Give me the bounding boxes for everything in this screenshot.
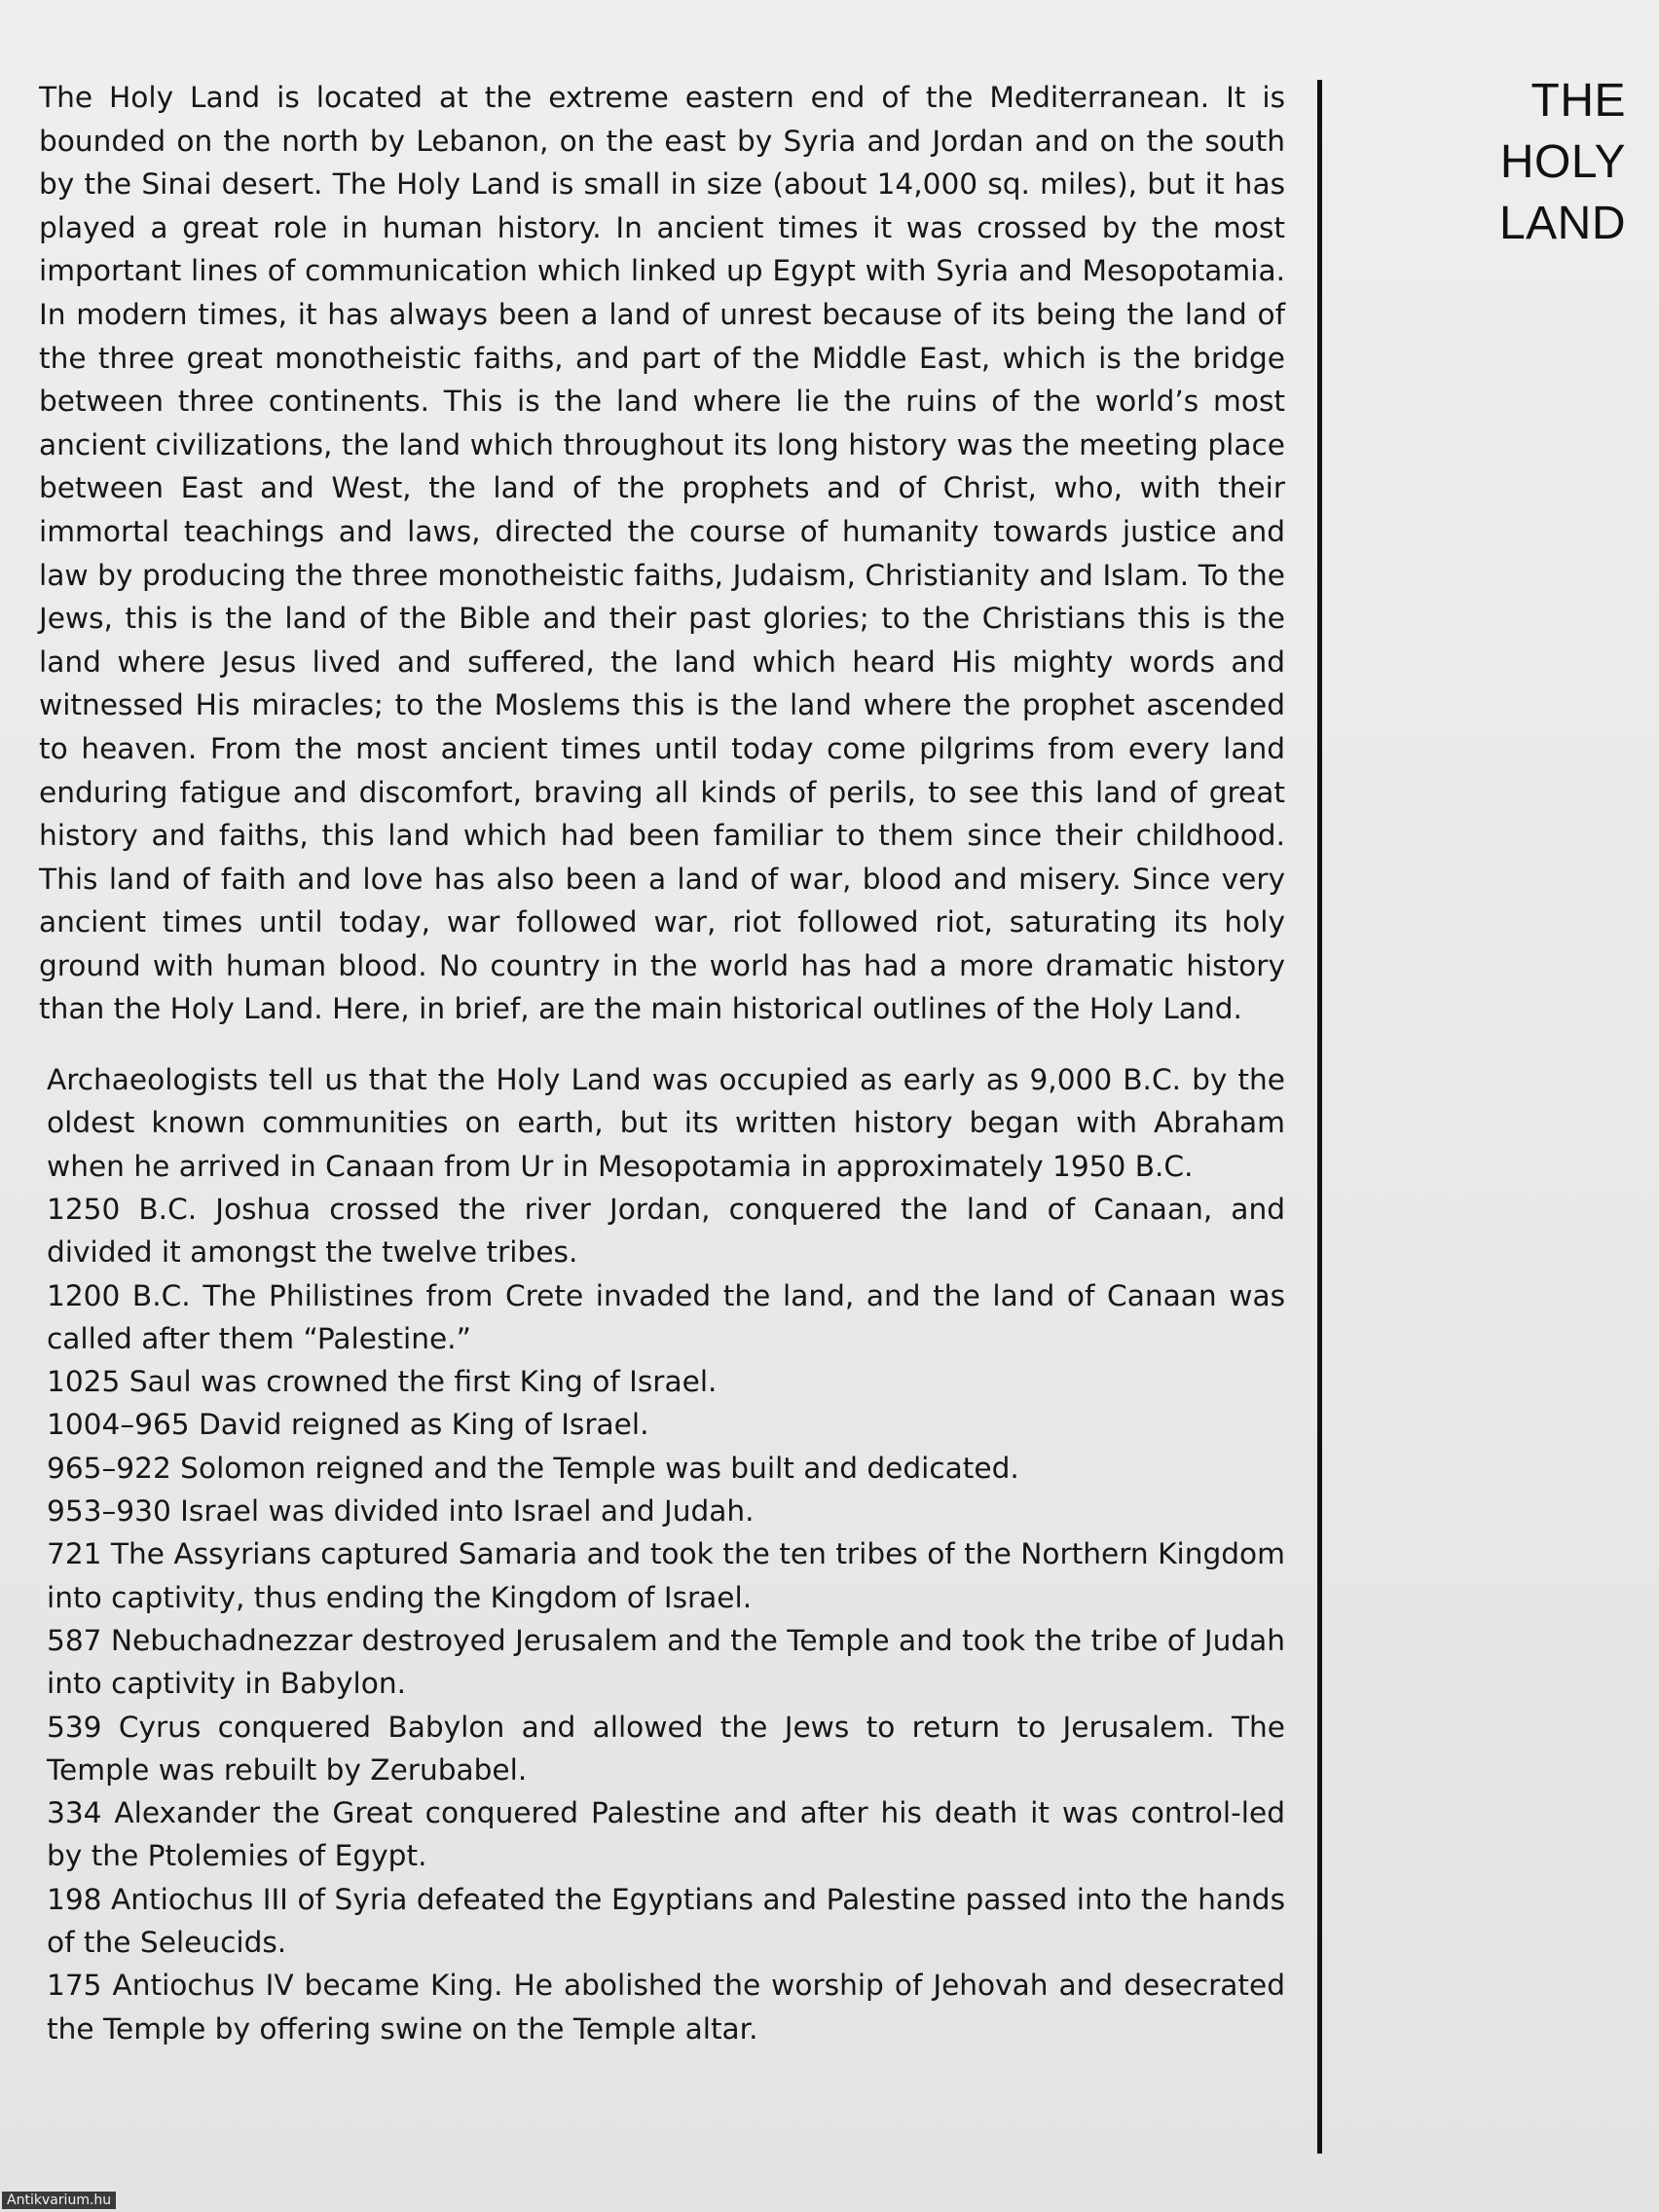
timeline-entry: 1025 Saul was crowned the first King of Israel. [47,1365,718,1399]
timeline-entry: 587 Nebuchadnezzar destroyed Jerusalem and the Temple and took the tribe of Judah into captivity in Babylon. [47,1623,1285,1701]
timeline [39,1058,1285,2050]
timeline-entry: 953–930 Israel was divided into Israel and Judah. [47,1494,755,1529]
timeline-entry: 198 Antiochus III of Syria defeated the Egyptians and Palestine passed into the hands of the Seleucids. [47,1882,1285,1959]
watermark: Antikvarium.hu [2,2192,116,2209]
vertical-divider [1317,80,1322,2154]
title-line: LAND [1498,198,1626,249]
page-title [1402,70,1626,254]
timeline-entry: 1200 B.C. The Philistines from Crete invaded the land, and the land of Canaan was called after them “Palestine.” [47,1278,1285,1355]
timeline-entry: 334 Alexander the Great conquered Palestine and after his death it was control-led by the Ptolemies of Egypt. [47,1796,1285,1873]
timeline-entry: 539 Cyrus conquered Babylon and allowed the Jews to return to Jerusalem. The Temple was rebuilt by Zerubabel. [47,1710,1285,1787]
main-text-column [39,76,1285,2050]
intro-paragraph: The Holy Land is located at the extreme eastern end of the Mediterranean. It is bounded on the north by Lebanon, on the east by Syria and Jordan and on the south by the Sinai desert. The Holy Land is small in size (about 14,000 sq. miles), but it has played a great role in human history. In ancient times it was crossed by the most important lines of communication which linked up Egypt with Syria and Mesopotamia. In modern times, it has always been a land of unrest because of its being the land of the three great monotheistic faiths, and part of the Middle East, which is the bridge between three continents. This is the land where lie the ruins of the world’s most ancient civilizations, the land which throughout its long history was the meeting place between East and West, the land of the prophets and of Christ, who, with their immortal teachings and laws, directed the course of humanity towards justice and law by producing the three monotheistic faiths, Judaism, Christianity and Islam. To the Jews, this is the land of the Bible and their past glories; to the Christians this is the land where Jesus lived and suffered, the land which heard His mighty words and witnessed His miracles; to the Moslems this is the land where the prophet ascended to heaven. From the most ancient times until today come pilgrims from every land enduring fatigue and discomfort, braving all kinds of perils, to see this land of great history and faiths, this land which had been familiar to them since their childhood. This land of faith and love has also been a land of war, blood and misery. Since very ancient times until today, war followed war, riot followed riot, saturating its holy ground with human blood. No country in the world has had a more dramatic history than the Holy Land. Here, in brief, are the main historical outlines of the Holy Land. [39,81,1285,1026]
title-line: THE [1530,75,1626,127]
timeline-entry: 965–922 Solomon reigned and the Temple was built and dedicated. [47,1451,1019,1485]
title-line: HOLY [1499,136,1626,188]
timeline-entry: 721 The Assyrians captured Samaria and took the ten tribes of the Northern Kingdom into captivity, thus ending the Kingdom of Israel. [47,1537,1285,1614]
timeline-entry: 1250 B.C. Joshua crossed the river Jordan, conquered the land of Canaan, and divided it amongst the twelve tribes. [47,1192,1285,1270]
timeline-entry: 175 Antiochus IV became King. He abolished the worship of Jehovah and desecrated the Temple by offering swine on the Temple altar. [47,1969,1285,2046]
timeline-entry: 1004–965 David reigned as King of Israel. [47,1408,649,1442]
timeline-entry: Archaeologists tell us that the Holy Land was occupied as early as 9,000 B.C. by the oldest known communities on earth, but its written history began with Abraham when he arrived in Canaan from Ur in Mesopotamia in approximately 1950 B.C. [47,1063,1285,1183]
